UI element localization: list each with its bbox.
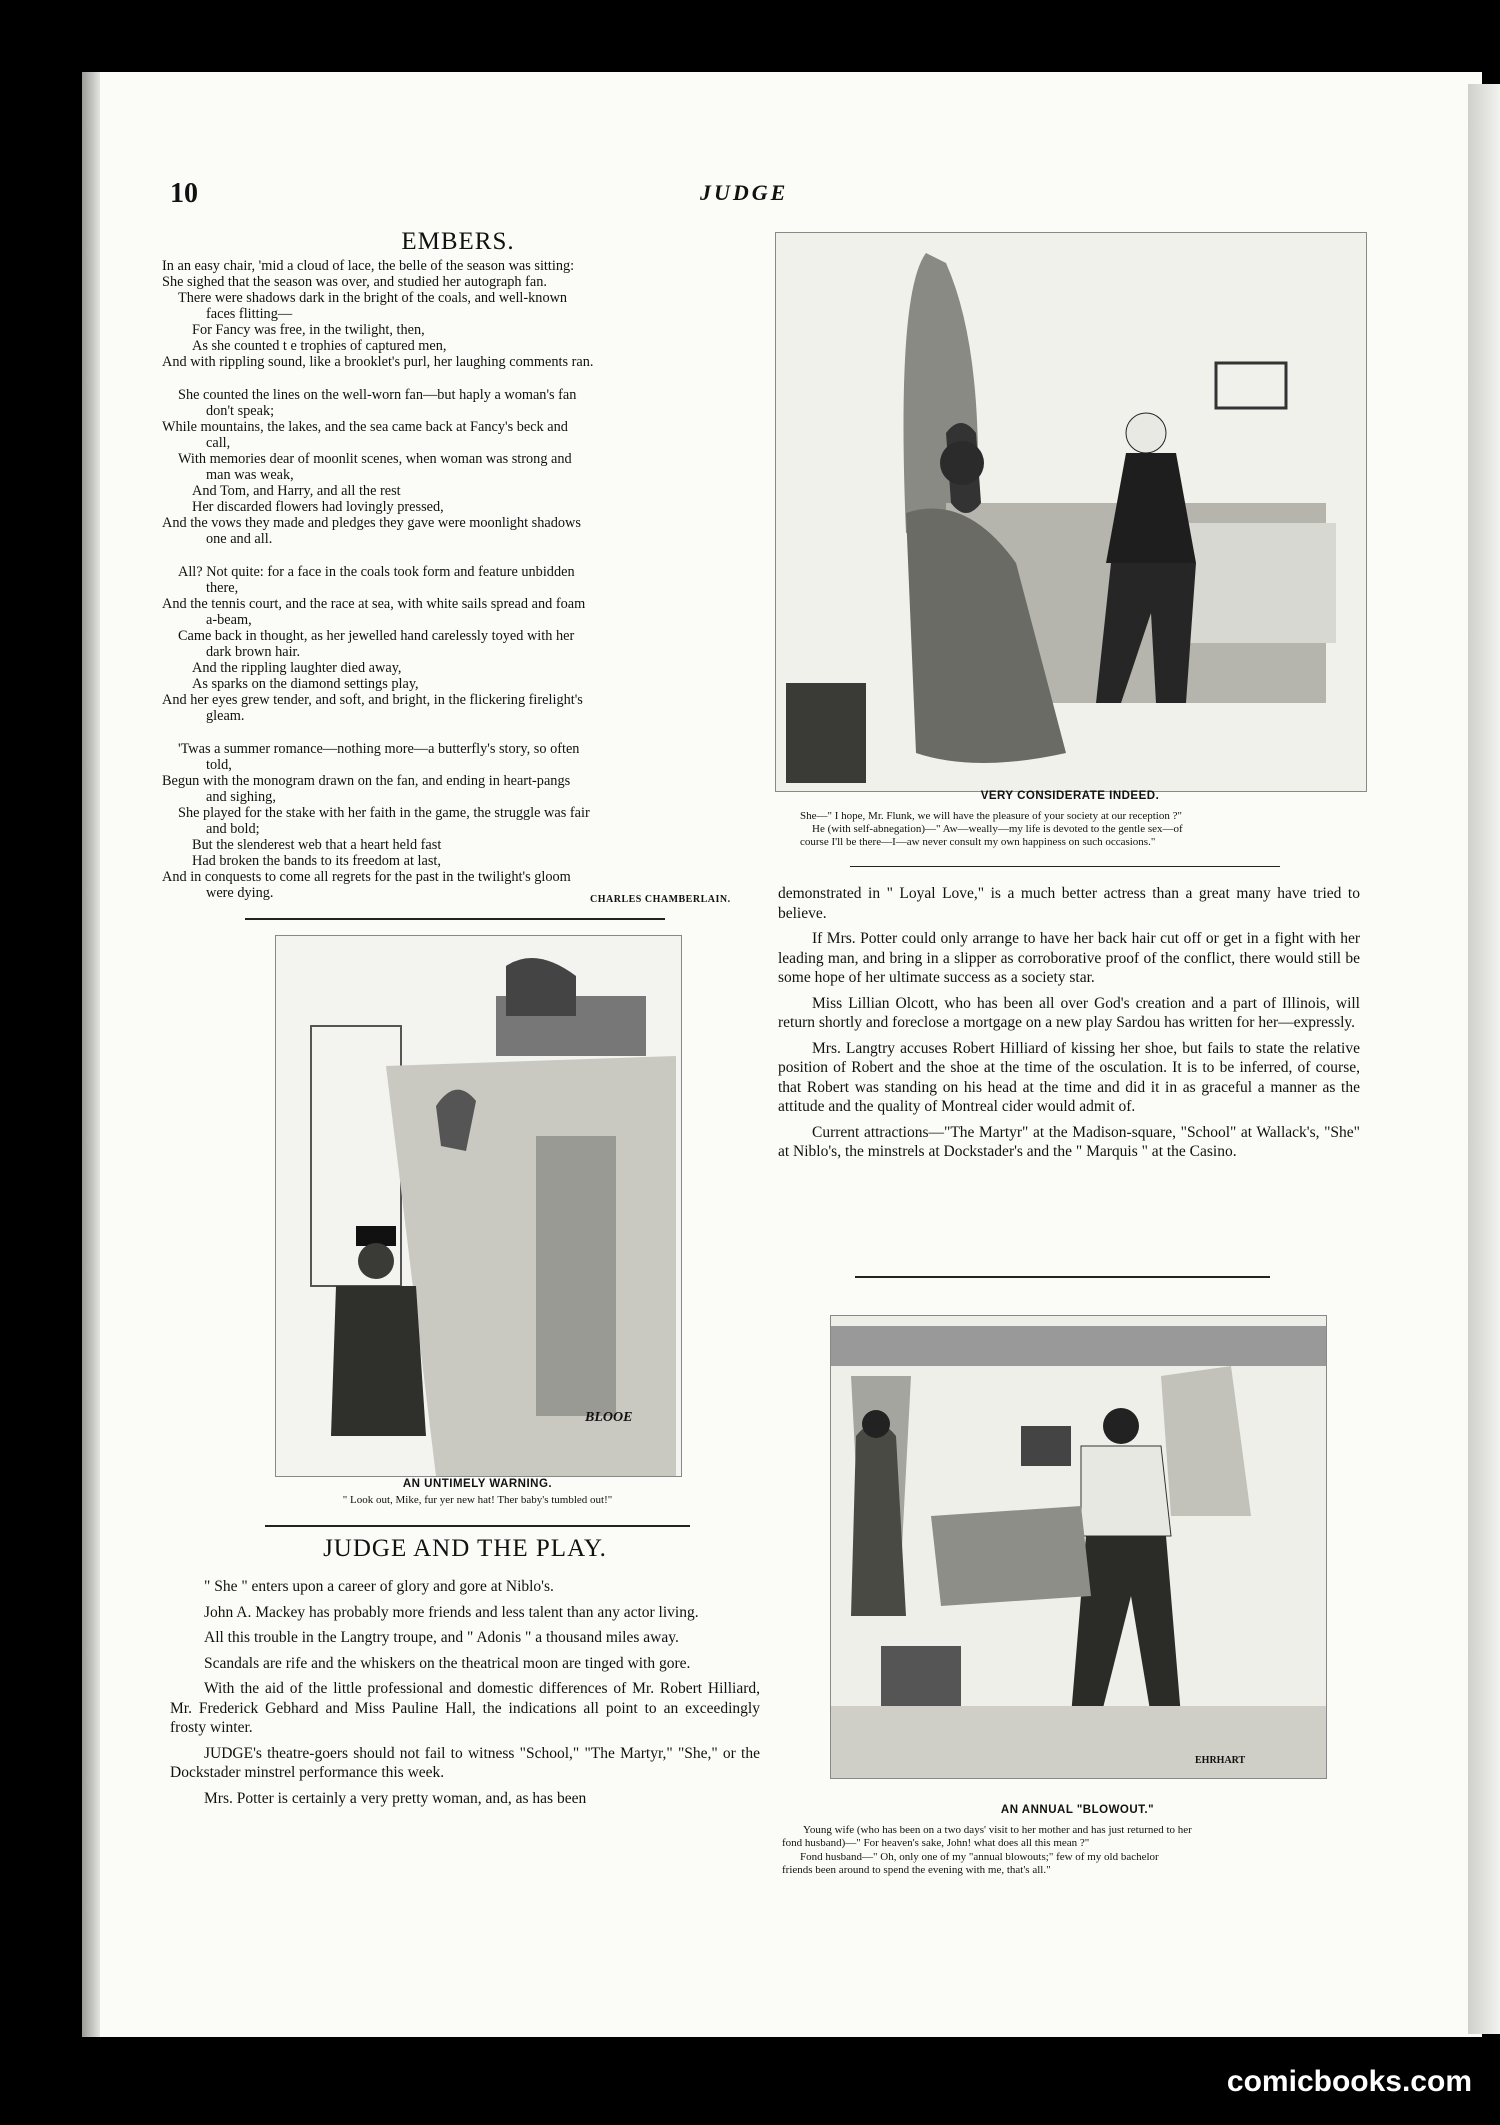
artist-signature-warning: BLOOE <box>585 1410 633 1425</box>
article-paragraph: Mrs. Langtry accuses Robert Hilliard of kissing her shoe, but fails to state the relative position of Robert and the shoe at the time of the osculation. It is to be inferred, of course, that Robert was standing on his head at the time and did it in as graceful a manner as the attitude and the quality of Montreal cider would admit of. <box>778 1039 1360 1115</box>
cartoon-drawing-considerate <box>775 232 1367 792</box>
poem-line: She counted the lines on the well-worn fan—but haply a woman's fan <box>178 387 577 403</box>
poem-author: CHARLES CHAMBERLAIN. <box>590 894 731 905</box>
poem-line: Came back in thought, as her jewelled hand carelessly toyed with her <box>178 628 575 644</box>
poem-line: As sparks on the diamond settings play, <box>192 676 419 692</box>
page-spine-shadow <box>82 72 100 2037</box>
poem-line: And in conquests to come all regrets for the past in the twilight's gloom <box>162 869 571 885</box>
poem-line: faces flitting— <box>206 306 293 322</box>
caption-line-3: Fond husband—" Oh, only one of my "annual blowouts;" few of my old bachelor <box>800 1851 1159 1863</box>
divider-rule <box>855 1276 1270 1278</box>
poem-line: don't speak; <box>206 403 275 419</box>
poem-line: were dying. <box>206 885 274 901</box>
poem-line: And the vows they made and pledges they gave were moonlight shadows <box>162 515 581 531</box>
divider-rule <box>850 866 1280 867</box>
caption-line-3: course I'll be there—I—aw never consult my own happiness on such occasions." <box>800 836 1156 848</box>
poem-line: As she counted t e trophies of captured men, <box>192 338 447 354</box>
article-column-2 <box>778 884 1360 1168</box>
poem-line: one and all. <box>206 531 273 547</box>
poem-line: She played for the stake with her faith in the game, the struggle was fair <box>178 805 590 821</box>
caption-line-1: Young wife (who has been on a two days' visit to her mother and has just returned to her <box>803 1824 1192 1836</box>
poem-line: While mountains, the lakes, and the sea came back at Fancy's beck and <box>162 419 568 435</box>
artist-signature-blowout: EHRHART <box>1195 1755 1246 1766</box>
article-paragraph: John A. Mackey has probably more friends and less talent than any actor living. <box>204 1603 699 1621</box>
poem-line: And the rippling laughter died away, <box>192 660 402 676</box>
poem-line: dark brown hair. <box>206 644 301 660</box>
poem-line: And her eyes grew tender, and soft, and bright, in the flickering firelight's <box>162 692 583 708</box>
poem-line: Begun with the monogram drawn on the fan, and ending in heart-pangs <box>162 773 571 789</box>
caption-title-blowout: AN ANNUAL "BLOWOUT." <box>1000 1804 1155 1816</box>
article-paragraph: All this trouble in the Langtry troupe, and " Adonis " a thousand miles away. <box>204 1629 679 1646</box>
poem-title: EMBERS. <box>401 228 515 255</box>
article-paragraph: Miss Lillian Olcott, who has been all over God's creation and a part of Illinois, will return shortly and foreclose a mortgage on a new play Sardou has written for her—expressly. <box>778 994 1360 1031</box>
article-paragraph: JUDGE's theatre-goers should not fail to witness "School," "The Martyr," "She," or the Dockstader minstrel performance this week. <box>170 1744 760 1781</box>
poem-line: In an easy chair, 'mid a cloud of lace, the belle of the season was sitting: <box>162 258 575 274</box>
poem-line: gleam. <box>206 708 245 724</box>
poem-line: Had broken the bands to its freedom at last, <box>192 853 441 869</box>
poem-line: and sighing, <box>206 789 276 805</box>
article-paragraph: If Mrs. Potter could only arrange to have her back hair cut off or get in a fight with her leading man, and bring in a slipper as corroborative proof of the conflict, there would still be some hope of her ultimate success as a society star. <box>778 930 1360 986</box>
poem-stanza <box>162 387 754 547</box>
poem-body <box>162 258 754 918</box>
article-paragraph: With the aid of the little professional and domestic differences of Mr. Robert Hilliard, Mr. Frederick Gebhard and Miss Pauline Hall, the indications all point to an exceedingly frosty winter. <box>170 1680 760 1736</box>
poem-line: there, <box>206 580 239 596</box>
article-paragraph: Mrs. Potter is certainly a very pretty woman, and, as has been <box>204 1789 587 1807</box>
caption-line-2: He (with self-abnegation)—" Aw—weally—my life is devoted to the gentle sex—of <box>812 823 1183 835</box>
poem-line: And Tom, and Harry, and all the rest <box>192 483 401 499</box>
poem-line: Her discarded flowers had lovingly pressed, <box>192 499 444 515</box>
cartoon-drawing-warning <box>275 935 682 1477</box>
running-head: JUDGE <box>700 180 789 205</box>
poem-line: man was weak, <box>206 467 294 483</box>
cartoon-drawing-blowout <box>830 1315 1327 1779</box>
watermark: comicbooks.com <box>1226 2065 1472 2098</box>
article-paragraph: " She " enters upon a career of glory and gore at Niblo's. <box>204 1578 554 1595</box>
poem-stanza <box>162 741 754 901</box>
adjacent-page-edge <box>1468 84 1500 2034</box>
poem-line: And with rippling sound, like a brooklet's purl, her laughing comments ran. <box>162 354 594 370</box>
article-paragraph: Current attractions—"The Martyr" at the Madison-square, "School" at Wallack's, "She" at Niblo's, the minstrels at Dockstader's and the " Marquis " at the Casino. <box>778 1123 1360 1160</box>
divider-rule <box>245 918 665 920</box>
caption-quote-warning: " Look out, Mike, fur yer new hat! Ther baby's tumbled out!" <box>342 1494 613 1506</box>
article-paragraph: demonstrated in " Loyal Love," is a much better actress than a great many have tried to believe. <box>778 885 1360 922</box>
poem-line: And the tennis court, and the race at sea, with white sails spread and foam <box>162 596 586 612</box>
poem-line: She sighed that the season was over, and studied her autograph fan. <box>162 274 547 290</box>
caption-line-4: friends been around to spend the evening with me, that's all." <box>782 1864 1051 1876</box>
poem-stanza <box>162 258 754 370</box>
caption-line-1: She—" I hope, Mr. Flunk, we will have the pleasure of your society at our reception ?" <box>800 810 1182 822</box>
poem-line: call, <box>206 435 231 451</box>
caption-title-considerate: VERY CONSIDERATE INDEED. <box>980 790 1160 802</box>
poem-line: There were shadows dark in the bright of the coals, and well-known <box>178 290 568 306</box>
article-paragraph: Scandals are rife and the whiskers on the theatrical moon are tinged with gore. <box>204 1654 691 1672</box>
poem-line: For Fancy was free, in the twilight, then, <box>192 322 425 338</box>
poem-line: 'Twas a summer romance—nothing more—a butterfly's story, so often <box>178 741 580 757</box>
poem-line: and bold; <box>206 821 260 837</box>
section-title-judge-play: JUDGE AND THE PLAY. <box>323 1535 607 1562</box>
poem-line: All? Not quite: for a face in the coals took form and feature unbidden <box>178 564 575 580</box>
article-column-1 <box>170 1577 760 1814</box>
caption-title-warning: AN UNTIMELY WARNING. <box>402 1478 553 1490</box>
poem-line: a-beam, <box>206 612 252 628</box>
poem-stanza <box>162 564 754 724</box>
caption-line-2: fond husband)—" For heaven's sake, John! what does all this mean ?" <box>782 1837 1090 1849</box>
poem-line: With memories dear of moonlit scenes, when woman was strong and <box>178 451 572 467</box>
divider-rule <box>265 1525 690 1527</box>
page-number: 10 <box>170 178 198 209</box>
poem-line: told, <box>206 757 232 773</box>
poem-line: But the slenderest web that a heart held fast <box>192 837 442 853</box>
